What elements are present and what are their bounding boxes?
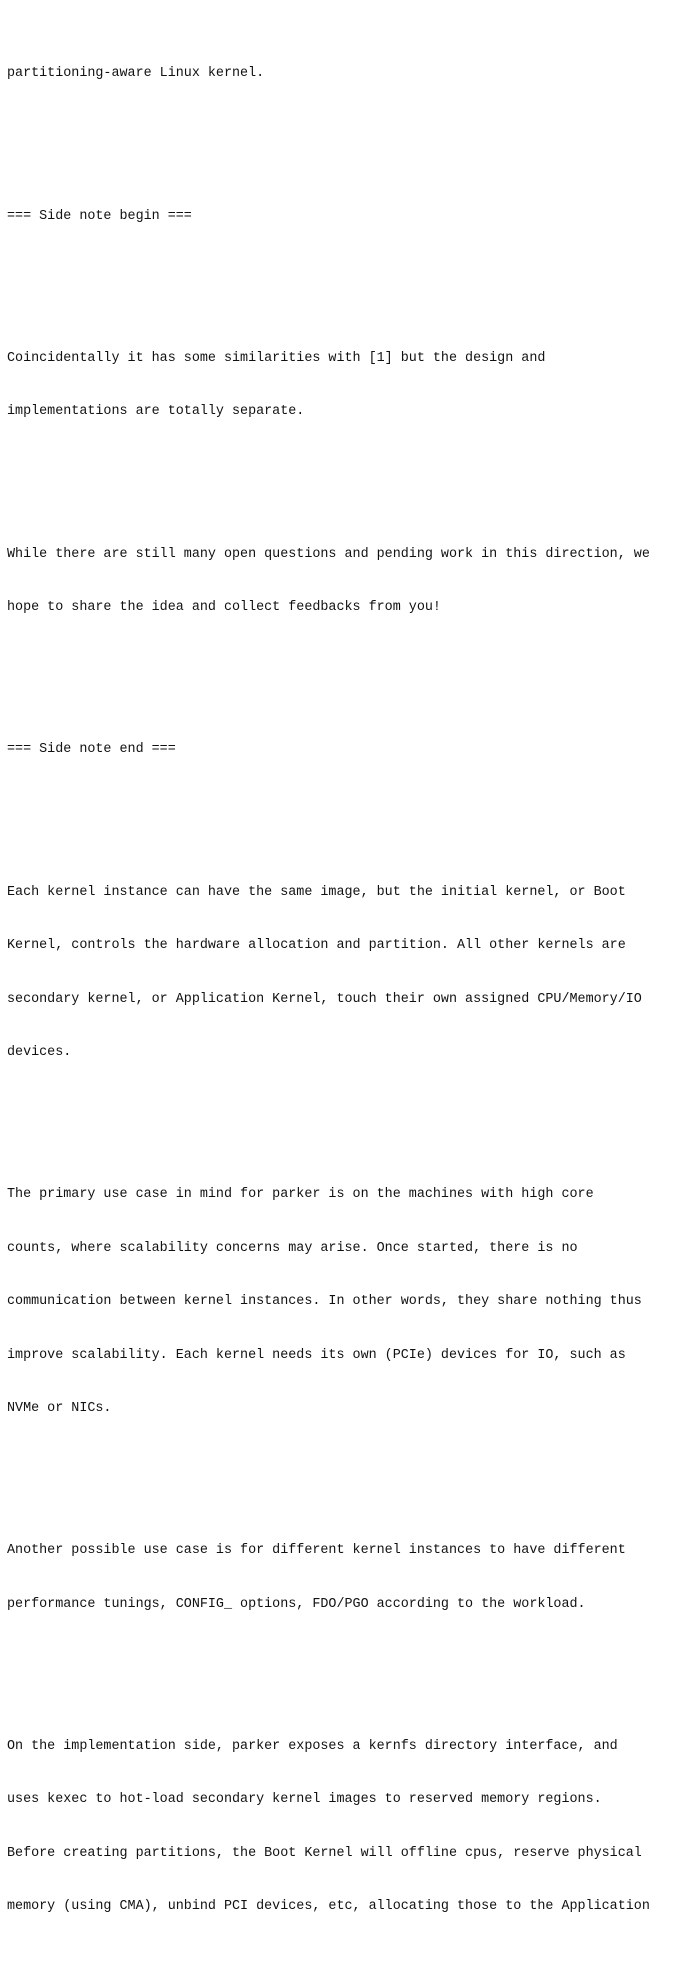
paragraph-side-note-begin	[7, 172, 697, 261]
text-line: hope to share the idea and collect feedbacks from you!	[7, 600, 441, 616]
text-line: improve scalability. Each kernel needs its own (PCIe) devices for IO, such as	[7, 1347, 626, 1363]
text-line: partitioning-aware Linux kernel.	[7, 66, 265, 82]
text-line: While there are still many open questions and pending work in this direction, we	[7, 546, 650, 562]
text-line: NVMe or NICs.	[7, 1400, 112, 1416]
text-line: Coincidentally it has some similarities with [1] but the design and	[7, 350, 546, 366]
text-line: performance tunings, CONFIG_ options, FDO/PGO according to the workload.	[7, 1596, 586, 1612]
paragraph-similarities	[7, 314, 697, 456]
text-line: devices.	[7, 1045, 72, 1061]
text-line: Kernel, controls the hardware allocation and partition. All other kernels are	[7, 938, 626, 954]
paragraph-side-note-end	[7, 706, 697, 795]
text-line: uses kexec to hot-load secondary kernel images to reserved memory regions.	[7, 1792, 602, 1808]
text-line: implementations are totally separate.	[7, 404, 305, 420]
text-line: Each kernel instance can have the same image, but the initial kernel, or Boot	[7, 884, 626, 900]
paragraph-intro-tail	[7, 30, 697, 119]
paragraph-open-questions	[7, 510, 697, 652]
paragraph-implementation	[7, 1703, 697, 1952]
text-line: On the implementation side, parker exposes a kernfs directory interface, and	[7, 1739, 618, 1755]
text-line: communication between kernel instances. In other words, they share nothing thus	[7, 1294, 642, 1310]
paragraph-kernel-instances	[7, 848, 697, 1097]
paragraph-another-use-case	[7, 1507, 697, 1649]
text-line: Another possible use case is for different kernel instances to have different	[7, 1543, 626, 1559]
text-line: Before creating partitions, the Boot Kernel will offline cpus, reserve physical	[7, 1845, 642, 1861]
text-line: === Side note end ===	[7, 742, 176, 758]
text-line: === Side note begin ===	[7, 208, 192, 224]
paragraph-primary-use-case	[7, 1151, 697, 1454]
text-line: memory (using CMA), unbind PCI devices, etc, allocating those to the Application	[7, 1899, 650, 1915]
text-line: counts, where scalability concerns may arise. Once started, there is no	[7, 1240, 578, 1256]
text-line: secondary kernel, or Application Kernel, touch their own assigned CPU/Memory/IO	[7, 991, 642, 1007]
email-body-text	[7, 0, 697, 1987]
text-line: The primary use case in mind for parker is on the machines with high core	[7, 1187, 594, 1203]
